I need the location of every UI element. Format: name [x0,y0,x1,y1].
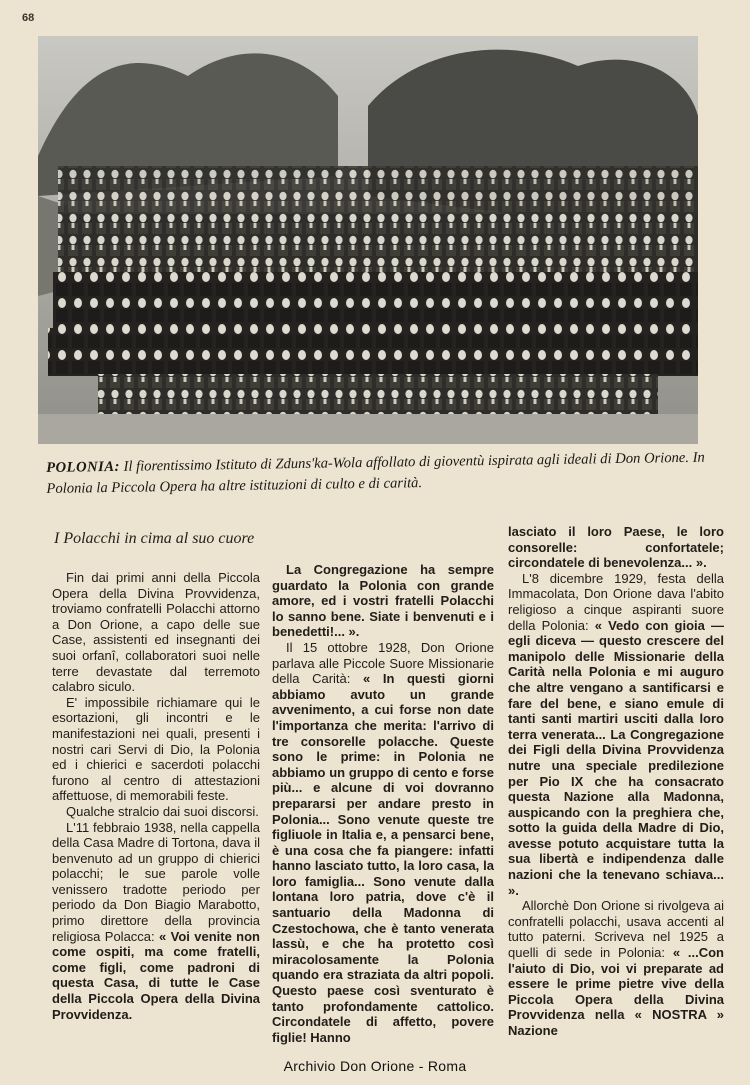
quoted-text: « Vedo con gioia — egli diceva — questo crescere del manipolo delle Missionarie della Carità nella Polonia e mi auguro che altre vengano a santificarsi e fare del bene, e siano emule di tanti santi martiri usciti dalla loro terra venerata... La Congregazione dei Figli della Divina Provvidenza nutre una speciale predilezione per Pio IX che ha consacrato questa Nazione alla Madonna, auspicando con la preghiera che, sotto la guida della Madre di Dio, avesse potuto acquistare tutta la sua libertà e indipendenza dalle nazioni che la tenevano schiava... ». [508,617,724,898]
text-column-1 [52,570,260,1022]
paragraph [508,571,724,898]
body-text: Fin dai primi anni della Piccola Opera della Divina Provvidenza, troviamo confratelli Polacchi attorno a Don Orione, a capo delle sue Case, assistenti ed insegnanti dei suoi orfanî, collaboratori suoi nelle terre devastate dal terremoto calabro siculo. [52,570,260,695]
caption-lead: POLONIA: [46,458,121,476]
quoted-text: « ...Con l'aiuto di Dio, voi vi preparate ad essere le prime pietre vive della Piccola Opera della Divina Provvidenza nella « NOSTRA » Nazione [508,945,724,1038]
paragraph [272,562,494,640]
caption-text: Il fiorentissimo Istituto di Zduns'ka-Wola affollato di gioventù ispirata agli ideali di Don Orione. In Polonia la Piccola Opera ha altre istituzioni di culto e di carità. [46,449,705,497]
paragraph [508,524,724,571]
article-title: I Polacchi in cima al suo cuore [54,530,255,547]
photo-caption [46,448,711,500]
body-text: L'8 dicembre 1929, festa della Immacolata, Don Orione dava l'abito religioso a cinque aspiranti suore della Polonia: [508,570,724,633]
paragraph [508,898,724,1038]
quoted-text: « Voi venite non come ospiti, ma come fratelli, come figli, come padroni di questa Casa, di tutte le Case della Piccola Opera della Divina Provvidenza. [52,928,261,1022]
paragraph [52,804,260,820]
body-text: Qualche stralcio dai suoi discorsi. [66,803,259,819]
body-text: Il 15 ottobre 1928, Don Orione parlava alle Piccole Suore Missionarie della Carità: [272,639,494,687]
group-photograph [38,36,698,444]
page-number: 68 [22,12,35,24]
body-text: L'11 febbraio 1938, nella cappella della Casa Madre di Tortona, dava il benvenuto ad un gruppo di chierici polacchi; le sue parole volle venissero tradotte periodo per periodo da Don Biagio Marabotto, primo direttore della provincia religiosa Polacca: [52,819,260,944]
quoted-text: lasciato il loro Paese, le loro consorelle: confortatele; circondatele di benevolenza... ». [508,524,724,571]
text-column-3 [508,524,724,1039]
paragraph [52,695,260,804]
paragraph [272,640,494,1045]
paragraph [52,570,260,695]
archive-footer: Archivio Don Orione - Roma [283,1058,467,1074]
text-column-2 [272,562,494,1045]
body-text: E' impossibile richiamare qui le esortazioni, gli incontri e le manifestazioni nei quali, presenti i nostri cari Servi di Dio, la Polonia ed i chierici e sacerdoti polacchi furono al centro di attestazioni affettuose, di memorabili feste. [52,694,260,804]
quoted-text: La Congregazione ha sempre guardato la Polonia con grande amore, ed i vostri fratelli Polacchi lo sanno bene. Siate i benvenuti e i benedetti!... ». [272,562,494,640]
photo-illustration [38,36,698,444]
body-text: Allorchè Don Orione si rivolgeva ai confratelli polacchi, usava accenti al tutto paterni. Scriveva nel 1925 a quelli di sede in Polonia: [508,898,724,961]
quoted-text: « In questi giorni abbiamo avuto un grande avvenimento, a cui forse non date l'importanza che merita: l'arrivo di tre consorelle polacche. Queste sono le prime: in Polonia ne abbiamo un gruppo di cento e forse più... e alcune di voi dovranno prepararsi per andare presto in Polonia... Sono venute queste tre figliuole in Italia e, a pensarci bene, è una cosa che fa piangere: infatti hanno lasciato tutto, la loro casa, la loro famiglia... Sono venute dalla lontana loro patria, dove c'è il santuario della Madonna di Czestochowa, che è tanto venerata lassù, e che ha protetto così miracolosamente la Polonia quando era straziata da altri popoli. Questo paese così sventurato è tanto profondamente cattolico. Circondatele di affetto, povere figlie! Hanno [272,671,494,1045]
paragraph [52,820,260,1023]
